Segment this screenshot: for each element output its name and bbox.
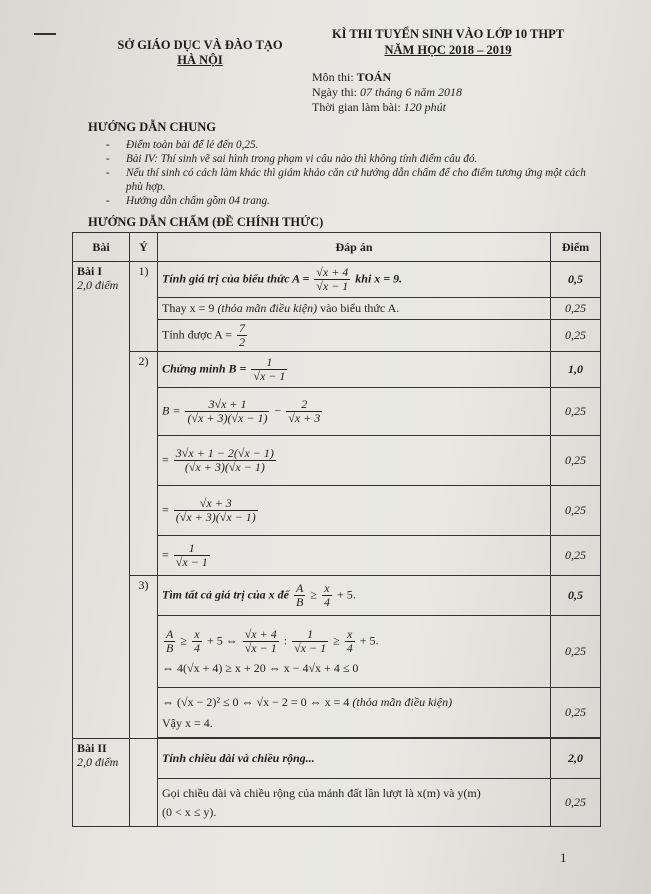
y2-cell: 2) <box>130 352 158 576</box>
answer-cell: = $\frac{3√x + 1 - 2(√x - 1)}{(√x + 3)(√x - 1)}$ <box>158 436 551 486</box>
answer-cell: Thay x = 9 (thỏa mãn điều kiện) vào biểu thức A. <box>158 298 551 320</box>
score-cell: 0,5 <box>551 576 601 616</box>
header-department <box>100 38 300 68</box>
score-cell: 0,25 <box>551 616 601 688</box>
bai1-cell: Bài I 2,0 điểm <box>73 262 130 739</box>
y3-cell: 3) <box>130 576 158 739</box>
table-header-row <box>73 233 601 262</box>
guideline-item: - Hướng dẫn chấm gồm 04 trang. <box>106 195 270 207</box>
bai2-cell: Bài II 2,0 điểm <box>73 739 130 827</box>
col-header-bai: Bài <box>73 233 130 262</box>
time-label: Thời gian làm bài: <box>312 100 401 114</box>
score-cell: 0,25 <box>551 320 601 352</box>
city-name: HÀ NỘI <box>177 53 223 67</box>
answer-cell: Tính giá trị của biểu thức A = $\frac{√x + 4}{√x - 1}$ khi x = 9. <box>158 262 551 298</box>
guideline-item: - Điểm toàn bài để lẻ đến 0,25. <box>106 139 259 151</box>
subject-value: TOÁN <box>356 70 392 84</box>
score-cell: 0,25 <box>551 388 601 436</box>
page-number: 1 <box>560 850 567 865</box>
answer-cell: B = $\frac{3√x + 1}{(√x + 3)(√x - 1)}$ − $\frac{2}{√x + 3}$ <box>158 388 551 436</box>
score-cell: 0,25 <box>551 536 601 576</box>
date-value: 07 tháng 6 năm 2018 <box>360 85 462 99</box>
score-cell: 0,25 <box>551 298 601 320</box>
score-cell: 2,0 <box>551 739 601 779</box>
guideline-item: - Bài IV: Thí sinh vẽ sai hình trong phạm vi câu nào thì không tính điểm câu đó. <box>106 153 478 165</box>
corner-dash-mark <box>34 33 56 35</box>
answer-cell: Chứng minh B = $\frac{1}{√x - 1}$ <box>158 352 551 388</box>
guideline-prefix: Bài IV: <box>126 153 158 165</box>
answer-cell: ⇔ (√x − 2)² ≤ 0 ⇔ √x − 2 = 0 ⇔ x = 4 (thỏa mãn điều kiện) Vậy x = 4. <box>158 688 551 738</box>
score-cell: 0,5 <box>551 262 601 298</box>
general-guidelines <box>106 138 596 208</box>
score-cell: 0,25 <box>551 486 601 536</box>
grading-table <box>72 232 601 827</box>
general-title: HƯỚNG DẪN CHUNG <box>88 120 217 134</box>
col-header-diem: Điểm <box>551 233 601 262</box>
header-exam <box>298 26 598 58</box>
answer-cell: Tìm tất cả giá trị của x để $\frac{A}{B}$ ≥ $\frac{x}{4}$ + 5. <box>158 576 551 616</box>
table-row <box>73 352 601 388</box>
department-name: SỞ GIÁO DỤC VÀ ĐÀO TẠO <box>117 38 283 52</box>
grading-title: HƯỚNG DẪN CHẤM (ĐỀ CHÍNH THỨC) <box>88 215 324 229</box>
answer-cell: Gọi chiều dài và chiều rộng của mảnh đất lần lượt là x(m) và y(m) (0 < x ≤ y). <box>158 779 551 827</box>
subject-label: Môn thi: <box>312 70 354 84</box>
col-header-y: Ý <box>130 233 158 262</box>
time-value: 120 phút <box>403 100 447 114</box>
exam-year: NĂM HỌC 2018 – 2019 <box>384 43 512 57</box>
answer-cell: Tính chiều dài và chiều rộng... <box>158 739 551 779</box>
guideline-item: - Nếu thí sinh có cách làm khác thì giám khảo căn cứ hướng dẫn chấm để cho điểm tương ứng một cách phù hợp. <box>106 167 586 193</box>
table-row <box>73 739 601 779</box>
answer-cell: Tính được A = $\frac{7}{2}$ <box>158 320 551 352</box>
table-row <box>73 262 601 298</box>
y1-cell: 1) <box>130 262 158 352</box>
score-cell: 0,25 <box>551 436 601 486</box>
score-cell: 0,25 <box>551 688 601 738</box>
col-header-dapan: Đáp án <box>158 233 551 262</box>
answer-cell: = $\frac{1}{√x - 1}$ <box>158 536 551 576</box>
table-row <box>73 576 601 616</box>
exam-meta <box>312 70 462 115</box>
score-cell: 0,25 <box>551 779 601 827</box>
score-cell: 1,0 <box>551 352 601 388</box>
exam-title: KÌ THI TUYỂN SINH VÀO LỚP 10 THPT <box>331 27 565 41</box>
answer-cell: = $\frac{√x + 3}{(√x + 3)(√x - 1)}$ <box>158 486 551 536</box>
date-label: Ngày thi: <box>312 85 357 99</box>
bai2-y-cell <box>130 739 158 827</box>
answer-cell: $\frac{A}{B}$ ≥ $\frac{x}{4}$ + 5 ⇔ $\frac{√x + 4}{√x - 1}$ : $\frac{1}{√x - 1}$ ≥ $\frac{x}{4}$ + 5. ⇔ 4(√x + 4) ≥ x + 20 ⇔ x − 4√x + 4 ≤ 0 <box>158 616 551 688</box>
